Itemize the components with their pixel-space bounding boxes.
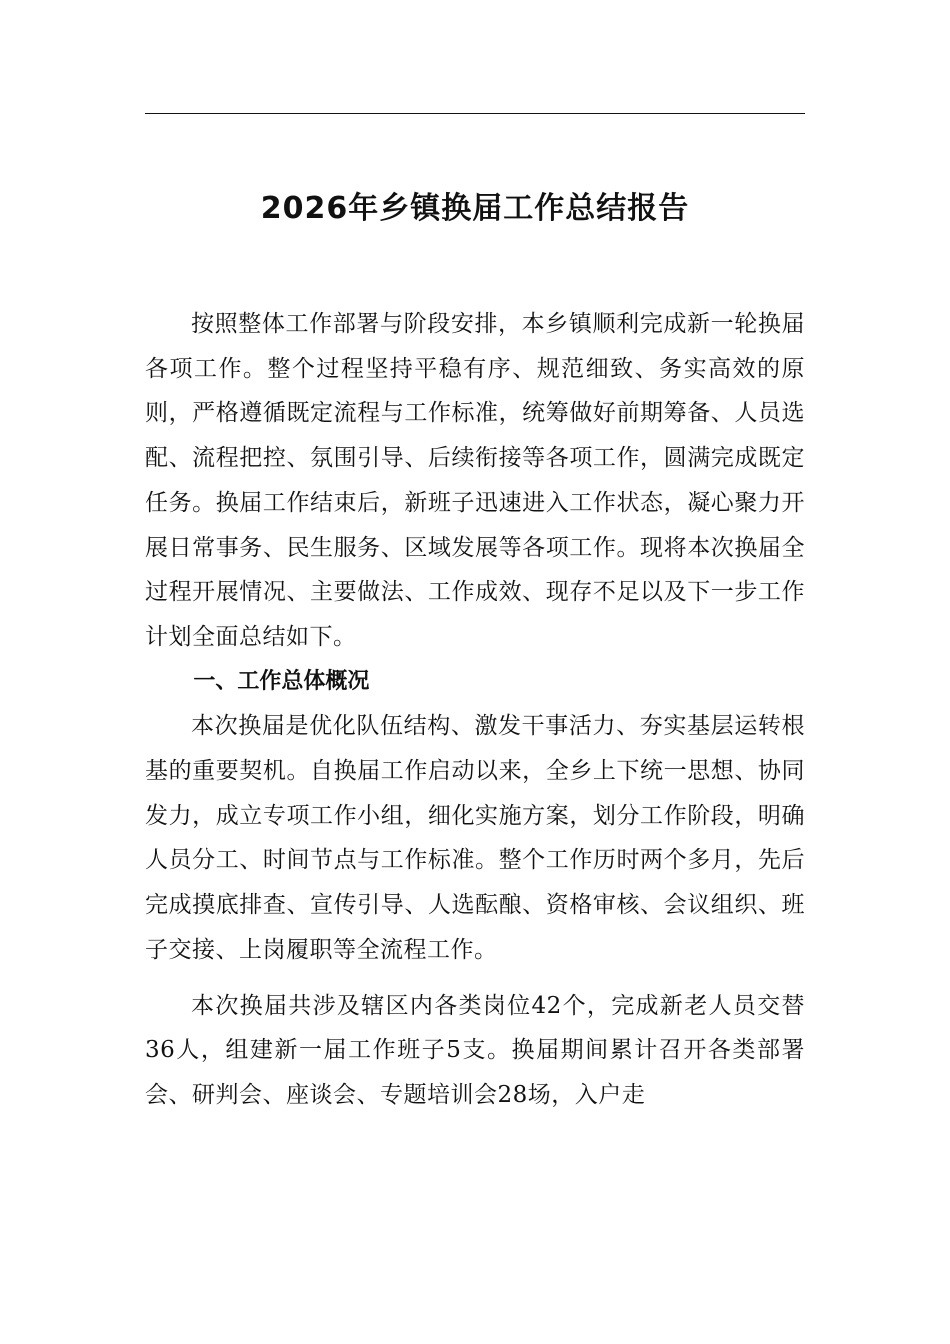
overview-paragraph-1: 本次换届是优化队伍结构、激发干事活力、夯实基层运转根基的重要契机。自换届工作启动以来，全乡上下统一思想、协同发力，成立专项工作小组，细化实施方案，划分工作阶段，明确人员分工、时间节点与工作标准。整个工作历时两个多月，先后完成摸底排查、宣传引导、人选酝酿、资格审核、会议组织、班子交接、上岗履职等全流程工作。 (145, 713, 805, 963)
section-heading-overview: 一、工作总体概况 (193, 668, 370, 694)
document-title: 2026年乡镇换届工作总结报告 (260, 191, 690, 226)
top-divider-line (145, 113, 805, 114)
overview-paragraph-2: 本次换届共涉及辖区内各类岗位42个，完成新老人员交替36人，组建新一届工作班子5支。换届期间累计召开各类部署会、研判会、座谈会、专题培训会28场，入户走 (145, 992, 805, 1108)
document-body (145, 302, 805, 1118)
intro-paragraph: 按照整体工作部署与阶段安排，本乡镇顺利完成新一轮换届各项工作。整个过程坚持平稳有序、规范细致、务实高效的原则，严格遵循既定流程与工作标准，统筹做好前期筹备、人员选配、流程把控、氛围引导、后续衔接等各项工作，圆满完成既定任务。换届工作结束后，新班子迅速进入工作状态，凝心聚力开展日常事务、民生服务、区域发展等各项工作。现将本次换届全过程开展情况、主要做法、工作成效、现存不足以及下一步工作计划全面总结如下。 (145, 311, 805, 650)
